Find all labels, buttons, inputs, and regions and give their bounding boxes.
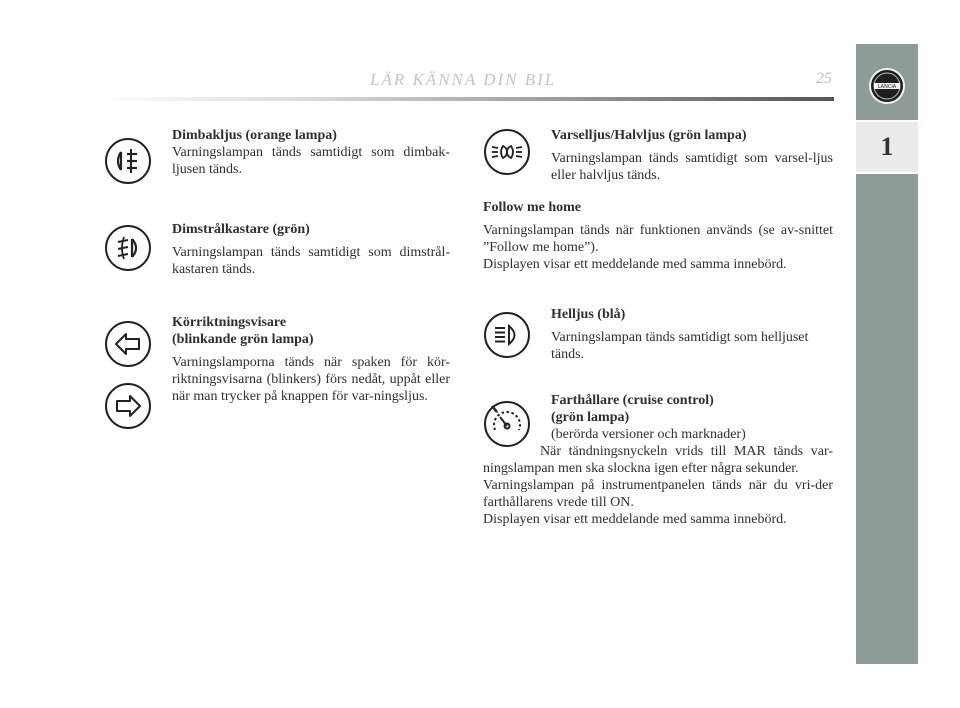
follow-me-text-2: Displayen visar ett meddelande med samma innebörd. (483, 257, 787, 272)
logo-text: LANCIA (877, 84, 897, 90)
indicators-title-1: Körriktningsvisare (172, 315, 287, 330)
front-fog-section (172, 221, 450, 278)
cruise-body (483, 443, 833, 528)
cruise-text-2: Varningslampan på instrumentpanelen tänds när du vri-der farthållarens vrede till ON. (483, 478, 833, 510)
rear-fog-title: Dimbakljus (orange lampa) (172, 128, 337, 143)
indicators-title-2: (blinkande grön lampa) (172, 332, 314, 347)
rear-fog-light-icon (104, 137, 152, 185)
front-fog-light-icon (104, 224, 152, 272)
cruise-title-2: (grön lampa) (551, 410, 630, 425)
page-number: 25 (816, 70, 832, 87)
lancia-logo-icon (868, 67, 906, 105)
cruise-text-3: Displayen visar ett meddelande med samma innebörd. (483, 512, 787, 527)
header-rule (98, 97, 834, 101)
low-beam-section (551, 127, 833, 184)
high-beam-text: Varningslampan tänds samtidigt som helljuset tänds. (551, 330, 809, 362)
high-beam-title: Helljus (blå) (551, 307, 626, 322)
rear-fog-section (172, 127, 450, 178)
high-beam-icon (483, 311, 531, 359)
indicators-section (172, 314, 450, 405)
cruise-title-1: Farthållare (cruise control) (551, 393, 714, 408)
turn-left-indicator-icon (104, 320, 152, 368)
high-beam-section (551, 306, 833, 363)
low-beam-icon (483, 128, 531, 176)
follow-me-section (483, 199, 833, 273)
follow-me-title: Follow me home (483, 200, 581, 215)
front-fog-title: Dimstrålkastare (grön) (172, 222, 310, 237)
cruise-subtitle: (berörda versioner och marknader) (551, 427, 746, 442)
cruise-section (551, 392, 833, 443)
cruise-text-1: När tändningsnyckeln vrids till MAR tänds var-ningslampan men ska slockna igen efter några sekunder. (483, 444, 833, 476)
front-fog-text: Varningslampan tänds samtidigt som dimstrål-kastaren tänds. (172, 245, 450, 277)
page-header-title: LÄR KÄNNA DIN BIL (370, 70, 557, 89)
turn-right-indicator-icon (104, 382, 152, 430)
follow-me-text-1: Varningslampan tänds när funktionen används (se av-snittet ”Follow me home”). (483, 223, 833, 255)
chapter-tab[interactable]: 1 (856, 122, 918, 174)
low-beam-title: Varselljus/Halvljus (grön lampa) (551, 128, 747, 143)
rear-fog-text: Varningslampan tänds samtidigt som dimbak-ljusen tänds. (172, 145, 450, 177)
indicators-text: Varningslamporna tänds när spaken för kör-riktningsvisarna (blinkers) förs nedåt, uppåt eller när man trycker på knappen för var-ningsljus. (172, 355, 450, 404)
low-beam-text: Varningslampan tänds samtidigt som varsel-ljus eller halvljus tänds. (551, 151, 833, 183)
cruise-control-icon (483, 400, 531, 448)
